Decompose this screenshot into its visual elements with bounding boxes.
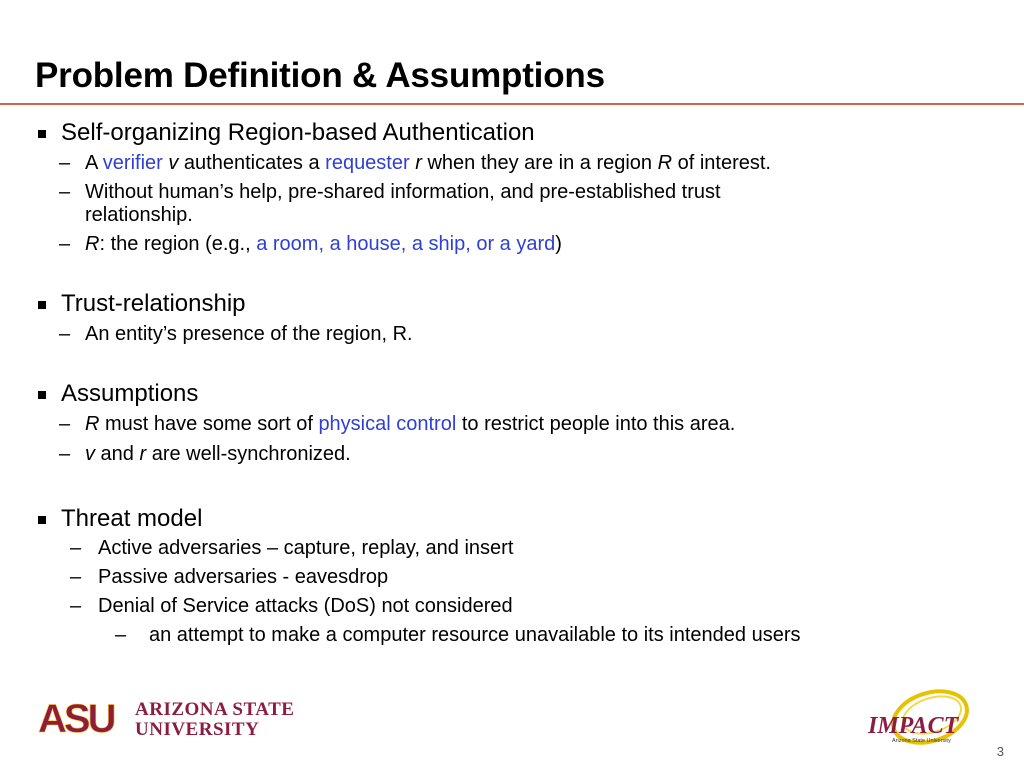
dash-marker: – xyxy=(59,413,71,435)
slide-title: Problem Definition & Assumptions xyxy=(35,56,605,95)
sub-bullet-passive: – Passive adversaries - eavesdrop xyxy=(70,566,389,588)
asu-mark: ASU xyxy=(38,697,114,738)
asu-logo xyxy=(38,696,300,738)
dash-marker: – xyxy=(70,566,82,588)
dash-marker: – xyxy=(70,537,82,559)
impact-subtitle: Arizona State University xyxy=(892,738,951,744)
dash-marker: – xyxy=(59,152,71,174)
sub-bullet-presence: – An entity’s presence of the region, R. xyxy=(59,323,413,345)
asu-name-line2: University xyxy=(135,719,260,738)
sub-sub-bullet-dos-definition: – an attempt to make a computer resource unavailable to its intended users xyxy=(115,624,801,646)
dash-marker: – xyxy=(59,233,71,255)
sub-bullet-sync: – v and r are well-synchronized. xyxy=(59,443,351,465)
bullet-threat-model: Threat model xyxy=(61,505,203,532)
term-verifier: verifier xyxy=(102,152,163,174)
dash-marker: – xyxy=(59,181,71,203)
asu-name-line1: Arizona State xyxy=(135,699,295,720)
bullet-auth: Self-organizing Region-based Authentication xyxy=(61,119,535,146)
dash-marker: – xyxy=(59,443,71,465)
term-physical-control: physical control xyxy=(318,413,457,435)
bullet-trust: Trust-relationship xyxy=(61,290,246,317)
sub-bullet-no-human-help: – Without human’s help, pre-shared information, and pre-established trust relationship. xyxy=(59,181,721,226)
term-requester: requester xyxy=(325,152,410,174)
region-examples: a room, a house, a ship, or a yard xyxy=(256,233,556,255)
sub-bullet-physical-control: – R must have some sort of physical control to restrict people into this area. xyxy=(59,413,736,435)
dash-marker: – xyxy=(115,624,127,646)
page-number: 3 xyxy=(996,744,1004,759)
sub-bullet-region: – R: the region (e.g., a room, a house, a ship, or a yard) xyxy=(59,233,562,255)
impact-word: IMPACT xyxy=(868,713,959,739)
bullet-assumptions: Assumptions xyxy=(61,380,199,407)
sub-bullet-dos: – Denial of Service attacks (DoS) not considered xyxy=(70,595,513,617)
sub-bullet-verifier: – A verifier v authenticates a requester r when they are in a region R of interest. xyxy=(59,152,771,174)
dash-marker: – xyxy=(70,595,82,617)
impact-logo xyxy=(862,685,974,757)
sub-bullet-active: – Active adversaries – capture, replay, and insert xyxy=(70,537,514,559)
dash-marker: – xyxy=(59,323,71,345)
